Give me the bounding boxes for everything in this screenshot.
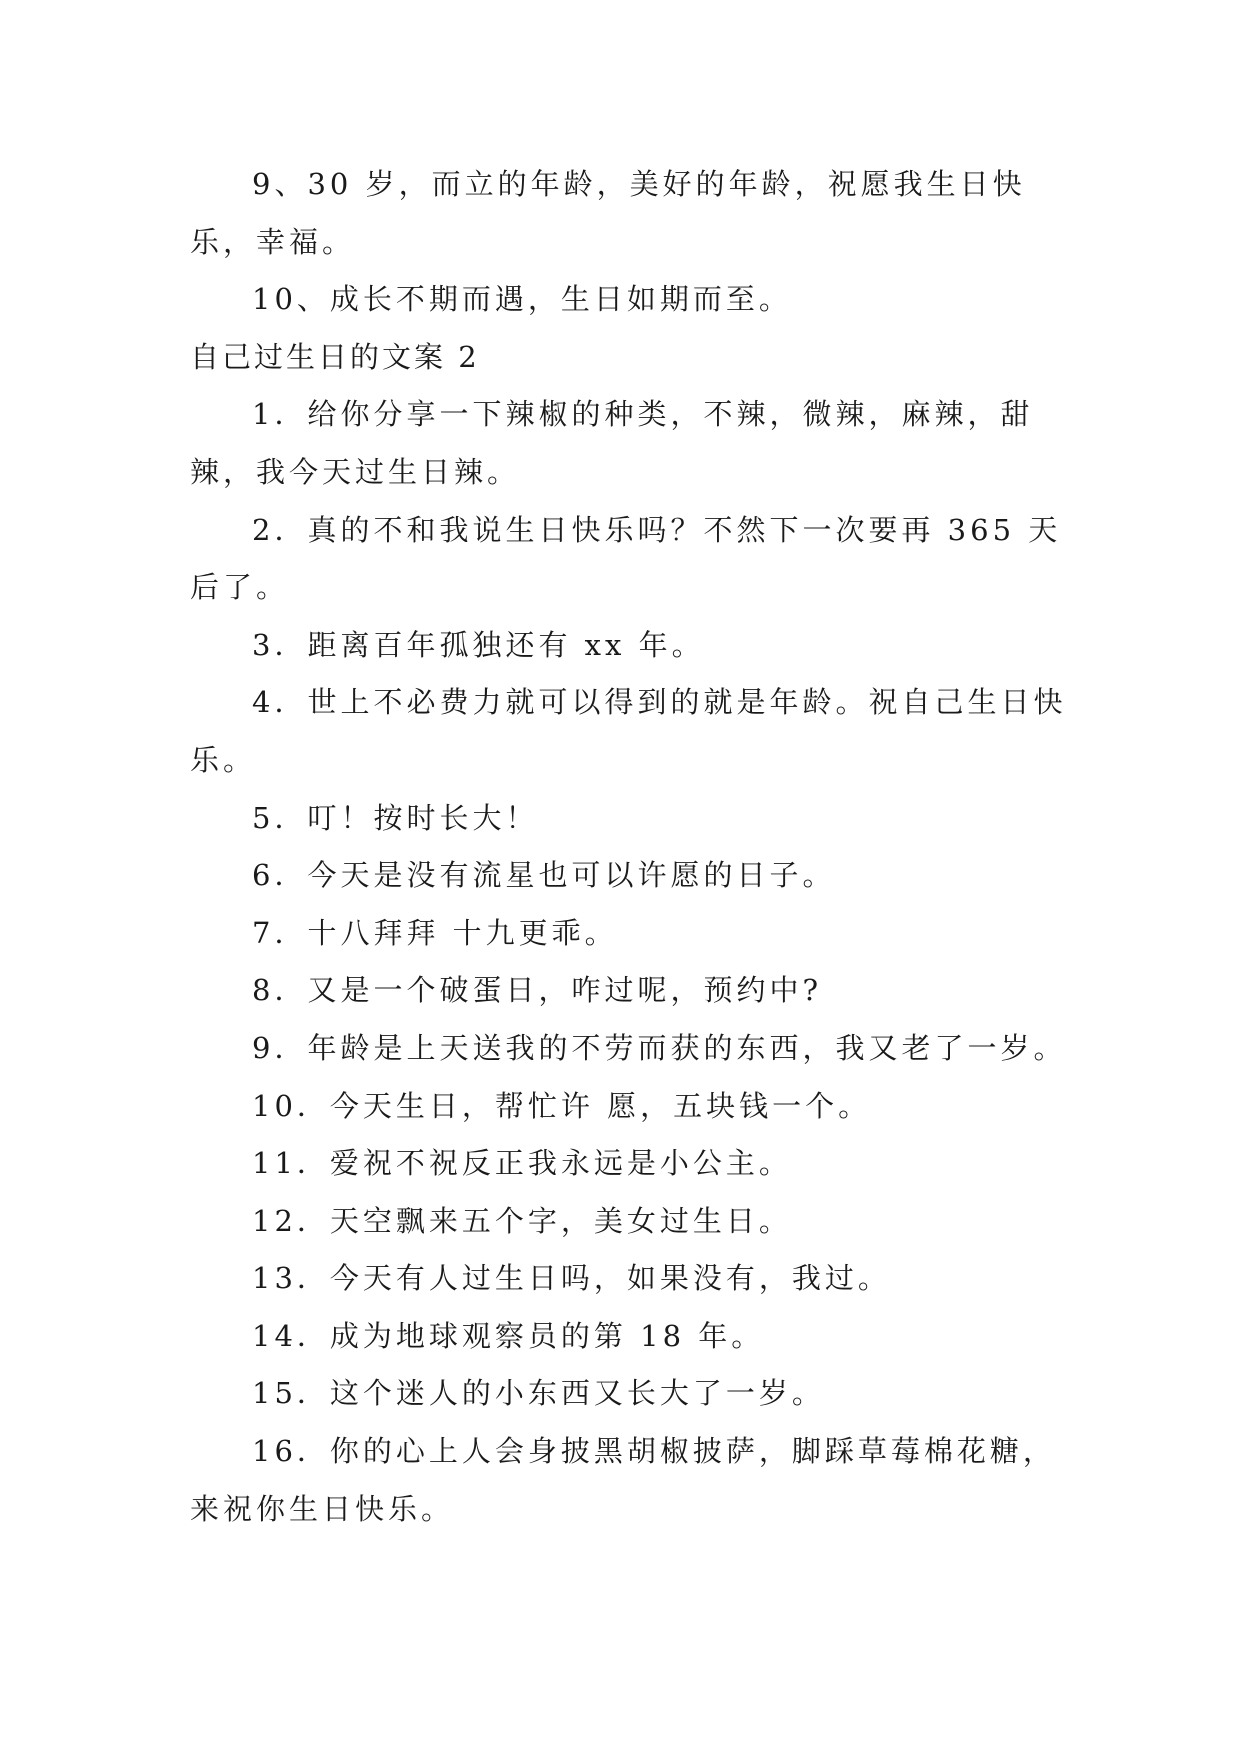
list-item: 8．又是一个破蛋日，咋过呢，预约中? <box>252 973 822 1008</box>
document-page <box>190 156 1070 1538</box>
list-item: 4．世上不必费力就可以得到的就是年龄。祝自己生日快乐。 <box>190 685 1067 777</box>
list-item: 9．年龄是上天送我的不劳而获的东西，我又老了一岁。 <box>252 1030 1067 1065</box>
list-item: 11．爱祝不祝反正我永远是小公主。 <box>252 1146 792 1181</box>
list-item: 12．天空飘来五个字，美女过生日。 <box>252 1203 792 1238</box>
list-item: 7．十八拜拜 十九更乖。 <box>252 915 618 950</box>
list-item: 1．给你分享一下辣椒的种类，不辣，微辣，麻辣，甜辣，我今天过生日辣。 <box>190 397 1034 489</box>
paragraph: 9、30 岁，而立的年龄，美好的年龄，祝愿我生日快乐，幸福。 <box>190 167 1026 259</box>
list-item: 6．今天是没有流星也可以许愿的日子。 <box>252 858 836 893</box>
list-item: 16．你的心上人会身披黑胡椒披萨，脚踩草莓棉花糖，来祝你生日快乐。 <box>190 1434 1056 1526</box>
section-title: 自己过生日的文案 2 <box>190 339 480 374</box>
list-item: 5．叮！按时长大！ <box>252 800 539 835</box>
list-item: 10．今天生日，帮忙许 愿，五块钱一个。 <box>252 1088 872 1123</box>
list-item: 2．真的不和我说生日快乐吗？不然下一次要再 365 天后了。 <box>190 512 1062 605</box>
list-item: 14．成为地球观察员的第 18 年。 <box>252 1318 765 1353</box>
list-item: 3．距离百年孤独还有 xx 年。 <box>252 627 705 662</box>
paragraph: 10、成长不期而遇，生日如期而至。 <box>252 282 792 317</box>
list-item: 15．这个迷人的小东西又长大了一岁。 <box>252 1376 825 1411</box>
list-item: 13．今天有人过生日吗，如果没有，我过。 <box>252 1261 891 1296</box>
